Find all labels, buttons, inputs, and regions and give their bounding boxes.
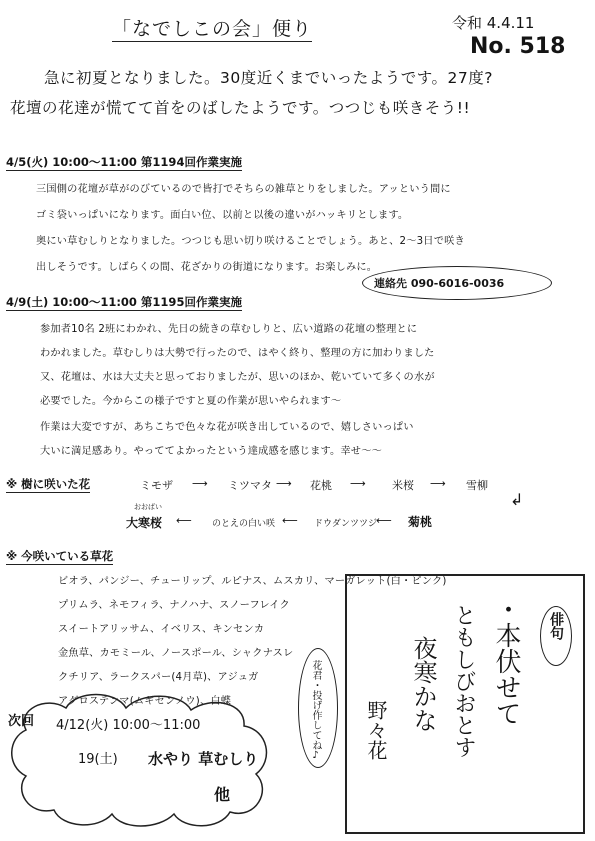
next-label: 次回	[8, 714, 35, 729]
chain-item-9: 菊桃	[408, 515, 433, 529]
haiku-author: 野々花	[364, 700, 388, 760]
flower-line-5: クチリア、ラークスパー(4月草)、アジュガ	[58, 672, 259, 683]
chain-item-3: 花桃	[310, 479, 332, 492]
arrow-left-icon: ⟵	[282, 514, 298, 527]
section2-line-2: わかれました。草むしりは大勢で行ったので、はやく終り、整理の方に加わりました	[40, 348, 435, 359]
arrow-right-icon: ⟶	[430, 477, 446, 490]
section2-line-6: 大いに満足感あり。やっててよかったという達成感を感じます。幸せ～～	[40, 446, 382, 457]
newsletter-title: 「なでしこの会」便り	[112, 14, 312, 42]
haiku-line-2: ともしびおとす	[451, 604, 476, 758]
flower-line-2: プリムラ、ネモフィラ、ナノハナ、スノーフレイク	[58, 600, 290, 611]
arrow-turn-icon: ↲	[510, 490, 524, 509]
next-etc: 他	[214, 785, 231, 804]
haiku-line-1: ・本伏せて	[491, 596, 521, 726]
chain-item-1: ミモザ	[140, 479, 173, 492]
chain-item-6: 大寒桜	[126, 516, 163, 530]
contact-phone: 連絡先 090-6016-0036	[374, 277, 505, 290]
flower-line-4: 金魚草、カモミール、ノースポール、シャクナスレ	[58, 648, 294, 659]
arrow-left-icon: ⟵	[376, 514, 392, 527]
chain-item-4: 米桜	[392, 479, 414, 492]
flower-line-1: ビオラ、パンジー、チューリップ、ルピナス、ムスカリ、マーガレット(白・ピンク)	[58, 576, 447, 587]
next-work: 水やり 草むしり	[148, 750, 259, 768]
section4-heading: ※ 今咲いている草花	[6, 549, 114, 563]
haiku-mark: 俳句	[548, 612, 564, 640]
section2-heading: 4/9(土) 10:00～11:00 第1195回作業実施	[6, 295, 242, 309]
chain-item-2: ミツマタ	[228, 479, 272, 492]
issue-date: 令和 4.4.11	[452, 14, 535, 32]
section1-line-1: 三国側の花壇が草がのびているので皆打でそちらの雑草とりをしました。アッという間に	[36, 184, 451, 195]
next-date-1: 4/12(火) 10:00～11:00	[56, 718, 201, 733]
vertical-note: 花君・投げ作してね♪	[310, 660, 321, 761]
section2-line-1: 参加者10名 2班にわかれ、先日の続きの草むしりと、広い道路の花壇の整理とに	[40, 324, 418, 335]
flower-line-6: アグロステンマ(ムギセンノウ)、白蝶	[58, 696, 232, 707]
section2-line-5: 作業は大変ですが、あちこちで色々な花が咲き出しているので、嬉しさいっぱい	[40, 422, 414, 433]
arrow-left-icon: ⟵	[176, 514, 192, 527]
section1-heading: 4/5(火) 10:00～11:00 第1194回作業実施	[6, 155, 242, 169]
section1-line-3: 奥にい草むしりとなりました。つつじも思い切り咲けることでしょう。あと、2～3日で咲き	[36, 236, 465, 247]
section3-heading: ※ 樹に咲いた花	[6, 477, 91, 491]
next-date-2: 19(土)	[78, 752, 118, 767]
chain-item-5: 雪柳	[466, 479, 488, 492]
arrow-right-icon: ⟶	[350, 477, 366, 490]
arrow-right-icon: ⟶	[276, 477, 292, 490]
chain-item-8: ドウダンツツジ	[314, 519, 378, 529]
flower-line-3: スイートアリッサム、イベリス、キンセンカ	[58, 624, 265, 635]
haiku-line-3: 夜寒かな	[409, 636, 437, 732]
chain-item-7: のとえの白い咲	[212, 519, 276, 529]
ruby-text: おおばい	[134, 503, 162, 511]
intro-line-2: 花壇の花達が慌てて首をのばしたようです。つつじも咲きそう!!	[10, 99, 471, 117]
section1-line-2: ゴミ袋いっぱいになります。面白い位、以前と以後の違いがハッキリとします。	[36, 210, 409, 221]
section1-line-4: 出しそうです。しばらくの間、花ざかりの街道になります。お楽しみに。	[36, 262, 378, 273]
issue-number: No. 518	[470, 34, 566, 59]
section2-line-3: 又、花壇は、水は大丈夫と思っておりましたが、思いのほか、乾いていて多くの水が	[40, 372, 435, 383]
section2-line-4: 必要でした。今からこの様子ですと夏の作業が思いやられます～	[40, 396, 342, 407]
intro-line-1: 急に初夏となりました。30度近くまでいったようです。27度?	[44, 69, 493, 87]
arrow-right-icon: ⟶	[192, 477, 208, 490]
